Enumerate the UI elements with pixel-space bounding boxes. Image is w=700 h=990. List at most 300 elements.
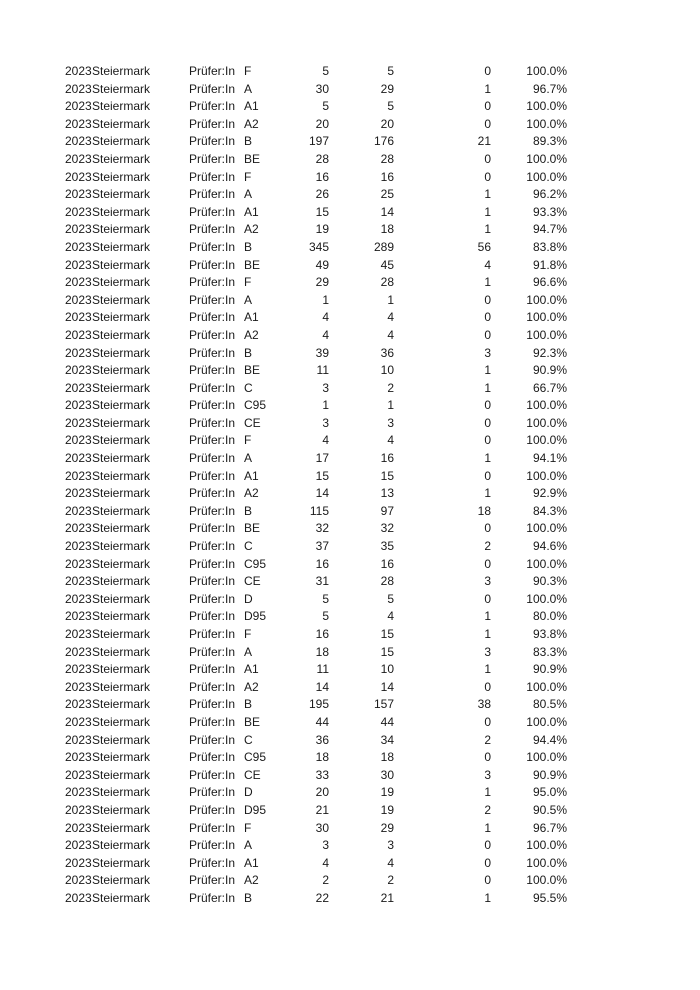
cell-failed: 1 (484, 363, 491, 378)
cell-total: 1 (322, 292, 329, 307)
cell-passed: 28 (380, 151, 394, 166)
table-row (0, 116, 700, 134)
cell-total: 30 (315, 81, 329, 96)
cell-license-class: BE (244, 151, 261, 166)
cell-year: 2023 (65, 679, 92, 694)
cell-license-class: C95 (244, 556, 267, 571)
cell-license-class: BE (244, 363, 261, 378)
cell-total: 16 (315, 627, 329, 641)
cell-license-class: C (244, 539, 253, 554)
cell-pass-rate: 89.3% (532, 134, 567, 149)
cell-region: Steiermark (92, 345, 151, 360)
table-row (0, 820, 700, 838)
cell-total: 36 (315, 732, 329, 747)
cell-failed: 1 (484, 380, 491, 395)
table-row (0, 380, 700, 398)
table-row (0, 626, 700, 644)
cell-pass-rate: 96.2% (532, 187, 567, 202)
table-row (0, 837, 700, 855)
cell-year: 2023 (65, 451, 92, 466)
cell-license-class: B (244, 697, 253, 712)
cell-failed: 0 (484, 292, 491, 307)
cell-year: 2023 (65, 521, 92, 536)
cell-role: Prüfer:In (189, 785, 236, 800)
cell-passed: 44 (380, 714, 394, 729)
cell-region: Steiermark (92, 239, 151, 254)
cell-total: 33 (315, 767, 329, 782)
cell-license-class: BE (244, 521, 261, 536)
cell-region: Steiermark (92, 855, 151, 870)
cell-total: 21 (315, 802, 329, 817)
cell-passed: 10 (380, 363, 394, 378)
cell-total: 11 (316, 363, 329, 378)
cell-total: 345 (308, 239, 329, 254)
cell-region: Steiermark (92, 363, 151, 378)
cell-pass-rate: 100.0% (526, 64, 567, 78)
cell-total: 195 (308, 697, 329, 712)
cell-region: Steiermark (92, 503, 151, 518)
cell-license-class: F (244, 275, 252, 290)
cell-passed: 19 (380, 785, 394, 800)
cell-region: Steiermark (92, 714, 151, 729)
cell-pass-rate: 100.0% (526, 116, 567, 131)
cell-total: 16 (315, 169, 329, 184)
cell-total: 15 (315, 468, 329, 483)
cell-role: Prüfer:In (189, 257, 236, 272)
cell-failed: 1 (484, 204, 491, 219)
table-row (0, 872, 700, 890)
cell-failed: 1 (484, 609, 491, 624)
cell-total: 32 (315, 521, 329, 536)
cell-total: 39 (315, 345, 329, 360)
cell-year: 2023 (65, 486, 92, 501)
cell-license-class: F (244, 627, 252, 641)
cell-total: 29 (315, 275, 329, 290)
table-row (0, 714, 700, 732)
cell-failed: 2 (484, 539, 491, 554)
cell-region: Steiermark (92, 204, 151, 219)
cell-failed: 0 (484, 433, 491, 448)
cell-region: Steiermark (92, 539, 151, 554)
cell-region: Steiermark (92, 222, 151, 237)
cell-passed: 3 (387, 415, 394, 430)
table-row (0, 890, 700, 908)
cell-failed: 0 (484, 327, 491, 342)
cell-total: 3 (322, 838, 329, 853)
cell-role: Prüfer:In (189, 99, 236, 114)
table-row (0, 151, 700, 169)
cell-failed: 56 (477, 239, 491, 254)
cell-role: Prüfer:In (189, 503, 236, 518)
cell-region: Steiermark (92, 627, 151, 641)
cell-total: 28 (315, 151, 329, 166)
cell-total: 30 (315, 820, 329, 835)
table-row (0, 239, 700, 257)
cell-failed: 0 (484, 415, 491, 430)
cell-year: 2023 (65, 310, 92, 325)
cell-pass-rate: 96.7% (532, 81, 567, 96)
cell-license-class: F (244, 820, 252, 835)
cell-total: 15 (315, 204, 329, 219)
cell-pass-rate: 100.0% (526, 468, 567, 483)
cell-role: Prüfer:In (189, 292, 236, 307)
cell-year: 2023 (65, 275, 92, 290)
table-row (0, 98, 700, 116)
cell-pass-rate: 94.6% (532, 539, 567, 554)
table-row (0, 133, 700, 151)
cell-role: Prüfer:In (189, 574, 236, 589)
cell-region: Steiermark (92, 486, 151, 501)
cell-role: Prüfer:In (189, 64, 236, 78)
cell-region: Steiermark (92, 662, 151, 677)
cell-passed: 35 (380, 539, 394, 554)
cell-year: 2023 (65, 187, 92, 202)
cell-failed: 0 (484, 679, 491, 694)
cell-license-class: B (244, 503, 253, 518)
cell-failed: 0 (484, 714, 491, 729)
cell-passed: 4 (387, 327, 394, 342)
cell-failed: 0 (484, 855, 491, 870)
cell-year: 2023 (65, 627, 92, 641)
cell-pass-rate: 94.4% (532, 732, 567, 747)
cell-total: 5 (322, 64, 329, 78)
cell-region: Steiermark (92, 398, 151, 413)
cell-failed: 1 (484, 486, 491, 501)
cell-region: Steiermark (92, 187, 151, 202)
cell-passed: 16 (380, 451, 394, 466)
cell-role: Prüfer:In (189, 539, 236, 554)
cell-passed: 1 (387, 292, 394, 307)
cell-passed: 15 (380, 627, 394, 641)
cell-region: Steiermark (92, 451, 151, 466)
cell-passed: 21 (380, 890, 394, 905)
cell-year: 2023 (65, 433, 92, 448)
cell-pass-rate: 100.0% (526, 591, 567, 606)
cell-pass-rate: 100.0% (526, 714, 567, 729)
cell-region: Steiermark (92, 468, 151, 483)
cell-total: 3 (322, 415, 329, 430)
cell-passed: 16 (380, 169, 394, 184)
cell-region: Steiermark (92, 116, 151, 131)
cell-license-class: F (244, 169, 252, 184)
table-row (0, 63, 700, 81)
cell-passed: 15 (380, 468, 394, 483)
cell-role: Prüfer:In (189, 327, 236, 342)
cell-year: 2023 (65, 732, 92, 747)
cell-failed: 1 (484, 820, 491, 835)
cell-total: 4 (322, 855, 329, 870)
cell-license-class: C (244, 380, 253, 395)
table-row (0, 485, 700, 503)
cell-total: 14 (315, 486, 329, 501)
table-row (0, 468, 700, 486)
cell-pass-rate: 100.0% (526, 838, 567, 853)
cell-failed: 1 (484, 222, 491, 237)
cell-role: Prüfer:In (189, 873, 236, 888)
cell-license-class: A1 (244, 662, 259, 677)
cell-total: 37 (315, 539, 329, 554)
cell-license-class: A (244, 644, 253, 659)
cell-total: 2 (322, 873, 329, 888)
cell-failed: 3 (484, 644, 491, 659)
table-row (0, 573, 700, 591)
cell-license-class: A1 (244, 204, 259, 219)
cell-failed: 18 (477, 503, 491, 518)
cell-role: Prüfer:In (189, 767, 236, 782)
cell-passed: 4 (387, 310, 394, 325)
cell-pass-rate: 96.6% (532, 275, 567, 290)
cell-year: 2023 (65, 292, 92, 307)
cell-region: Steiermark (92, 873, 151, 888)
cell-license-class: F (244, 64, 252, 78)
cell-pass-rate: 100.0% (526, 169, 567, 184)
cell-role: Prüfer:In (189, 486, 236, 501)
table-row (0, 362, 700, 380)
cell-role: Prüfer:In (189, 838, 236, 853)
cell-region: Steiermark (92, 591, 151, 606)
cell-passed: 15 (380, 644, 394, 659)
cell-failed: 0 (484, 64, 491, 78)
cell-total: 49 (315, 257, 329, 272)
cell-total: 26 (315, 187, 329, 202)
cell-year: 2023 (65, 257, 92, 272)
cell-region: Steiermark (92, 820, 151, 835)
cell-year: 2023 (65, 239, 92, 254)
table-row (0, 450, 700, 468)
cell-failed: 1 (484, 81, 491, 96)
table-row (0, 784, 700, 802)
cell-pass-rate: 100.0% (526, 151, 567, 166)
cell-role: Prüfer:In (189, 855, 236, 870)
cell-year: 2023 (65, 327, 92, 342)
cell-year: 2023 (65, 838, 92, 853)
cell-region: Steiermark (92, 64, 151, 78)
cell-pass-rate: 100.0% (526, 310, 567, 325)
table-row (0, 608, 700, 626)
cell-passed: 14 (380, 204, 394, 219)
cell-year: 2023 (65, 415, 92, 430)
cell-role: Prüfer:In (189, 714, 236, 729)
cell-role: Prüfer:In (189, 222, 236, 237)
cell-total: 16 (315, 556, 329, 571)
cell-year: 2023 (65, 855, 92, 870)
cell-role: Prüfer:In (189, 310, 236, 325)
table-row (0, 274, 700, 292)
cell-license-class: BE (244, 714, 261, 729)
cell-role: Prüfer:In (189, 433, 236, 448)
cell-total: 22 (315, 890, 329, 905)
cell-pass-rate: 92.3% (532, 345, 567, 360)
cell-year: 2023 (65, 750, 92, 765)
table-row (0, 591, 700, 609)
cell-region: Steiermark (92, 257, 151, 272)
table-row (0, 520, 700, 538)
cell-failed: 0 (484, 556, 491, 571)
cell-license-class: C95 (244, 398, 267, 413)
cell-role: Prüfer:In (189, 662, 236, 677)
cell-role: Prüfer:In (189, 398, 236, 413)
cell-role: Prüfer:In (189, 820, 236, 835)
cell-role: Prüfer:In (189, 451, 236, 466)
cell-pass-rate: 100.0% (526, 750, 567, 765)
cell-total: 20 (315, 116, 329, 131)
cell-pass-rate: 100.0% (526, 679, 567, 694)
cell-role: Prüfer:In (189, 732, 236, 747)
cell-failed: 0 (484, 521, 491, 536)
cell-passed: 13 (380, 486, 394, 501)
cell-passed: 5 (387, 64, 394, 78)
cell-total: 5 (322, 99, 329, 114)
cell-license-class: D (244, 591, 253, 606)
cell-region: Steiermark (92, 327, 151, 342)
cell-region: Steiermark (92, 556, 151, 571)
spreadsheet-table (0, 63, 700, 908)
cell-passed: 16 (380, 556, 394, 571)
cell-failed: 1 (484, 275, 491, 290)
cell-license-class: B (244, 345, 253, 360)
cell-role: Prüfer:In (189, 750, 236, 765)
cell-role: Prüfer:In (189, 415, 236, 430)
cell-failed: 3 (484, 345, 491, 360)
cell-pass-rate: 100.0% (526, 398, 567, 413)
cell-role: Prüfer:In (189, 521, 236, 536)
table-row (0, 204, 700, 222)
table-row (0, 186, 700, 204)
cell-role: Prüfer:In (189, 890, 236, 905)
cell-total: 18 (315, 644, 329, 659)
cell-pass-rate: 66.7% (532, 380, 567, 395)
cell-role: Prüfer:In (189, 187, 236, 202)
cell-license-class: A (244, 451, 253, 466)
cell-role: Prüfer:In (189, 468, 236, 483)
cell-passed: 4 (387, 433, 394, 448)
cell-failed: 1 (484, 890, 491, 905)
cell-role: Prüfer:In (189, 380, 236, 395)
cell-total: 1 (322, 398, 329, 413)
cell-year: 2023 (65, 380, 92, 395)
table-row (0, 802, 700, 820)
cell-year: 2023 (65, 116, 92, 131)
cell-role: Prüfer:In (189, 151, 236, 166)
cell-license-class: D95 (244, 802, 267, 817)
cell-passed: 19 (380, 802, 394, 817)
cell-failed: 2 (484, 802, 491, 817)
cell-total: 115 (309, 503, 329, 518)
cell-license-class: A1 (244, 468, 259, 483)
cell-year: 2023 (65, 539, 92, 554)
cell-failed: 0 (484, 310, 491, 325)
cell-region: Steiermark (92, 275, 151, 290)
cell-license-class: A (244, 838, 253, 853)
table-row (0, 661, 700, 679)
table-row (0, 345, 700, 363)
cell-pass-rate: 100.0% (526, 873, 567, 888)
cell-failed: 38 (477, 697, 491, 712)
cell-pass-rate: 90.9% (532, 662, 567, 677)
cell-failed: 1 (484, 187, 491, 202)
cell-year: 2023 (65, 151, 92, 166)
cell-failed: 1 (484, 627, 491, 641)
cell-region: Steiermark (92, 521, 151, 536)
cell-year: 2023 (65, 785, 92, 800)
cell-total: 31 (315, 574, 329, 589)
cell-region: Steiermark (92, 169, 151, 184)
cell-year: 2023 (65, 697, 92, 712)
cell-license-class: CE (244, 767, 261, 782)
cell-region: Steiermark (92, 415, 151, 430)
cell-total: 19 (315, 222, 329, 237)
cell-year: 2023 (65, 802, 92, 817)
cell-pass-rate: 95.5% (532, 890, 567, 905)
cell-role: Prüfer:In (189, 275, 236, 290)
cell-passed: 32 (380, 521, 394, 536)
cell-passed: 10 (380, 662, 394, 677)
cell-region: Steiermark (92, 99, 151, 114)
cell-pass-rate: 83.8% (532, 239, 567, 254)
cell-region: Steiermark (92, 380, 151, 395)
cell-failed: 0 (484, 750, 491, 765)
cell-pass-rate: 100.0% (526, 556, 567, 571)
cell-year: 2023 (65, 714, 92, 729)
table-row (0, 432, 700, 450)
table-row (0, 855, 700, 873)
cell-region: Steiermark (92, 609, 151, 624)
cell-year: 2023 (65, 767, 92, 782)
cell-passed: 36 (380, 345, 394, 360)
cell-passed: 29 (380, 81, 394, 96)
cell-license-class: A (244, 81, 253, 96)
cell-pass-rate: 90.3% (532, 574, 567, 589)
cell-pass-rate: 83.3% (532, 644, 567, 659)
cell-role: Prüfer:In (189, 134, 236, 149)
cell-failed: 0 (484, 169, 491, 184)
cell-failed: 0 (484, 151, 491, 166)
cell-failed: 0 (484, 838, 491, 853)
cell-pass-rate: 90.9% (532, 363, 567, 378)
cell-passed: 97 (380, 503, 394, 518)
cell-license-class: A2 (244, 679, 259, 694)
cell-passed: 2 (387, 873, 394, 888)
table-row (0, 397, 700, 415)
table-row (0, 696, 700, 714)
cell-total: 5 (322, 591, 329, 606)
cell-role: Prüfer:In (189, 609, 236, 624)
cell-role: Prüfer:In (189, 204, 236, 219)
cell-failed: 21 (477, 134, 491, 149)
cell-license-class: B (244, 134, 253, 149)
cell-passed: 18 (380, 222, 394, 237)
cell-passed: 4 (387, 855, 394, 870)
cell-license-class: A2 (244, 222, 259, 237)
table-row (0, 81, 700, 99)
cell-total: 4 (322, 433, 329, 448)
cell-failed: 1 (484, 451, 491, 466)
cell-role: Prüfer:In (189, 556, 236, 571)
cell-passed: 14 (380, 679, 394, 694)
cell-year: 2023 (65, 556, 92, 571)
cell-year: 2023 (65, 204, 92, 219)
cell-failed: 1 (484, 785, 491, 800)
cell-failed: 0 (484, 591, 491, 606)
cell-license-class: D (244, 785, 253, 800)
cell-failed: 1 (484, 662, 491, 677)
cell-passed: 18 (380, 750, 394, 765)
cell-passed: 28 (380, 275, 394, 290)
cell-failed: 0 (484, 468, 491, 483)
cell-year: 2023 (65, 662, 92, 677)
cell-year: 2023 (65, 99, 92, 114)
table-row (0, 767, 700, 785)
